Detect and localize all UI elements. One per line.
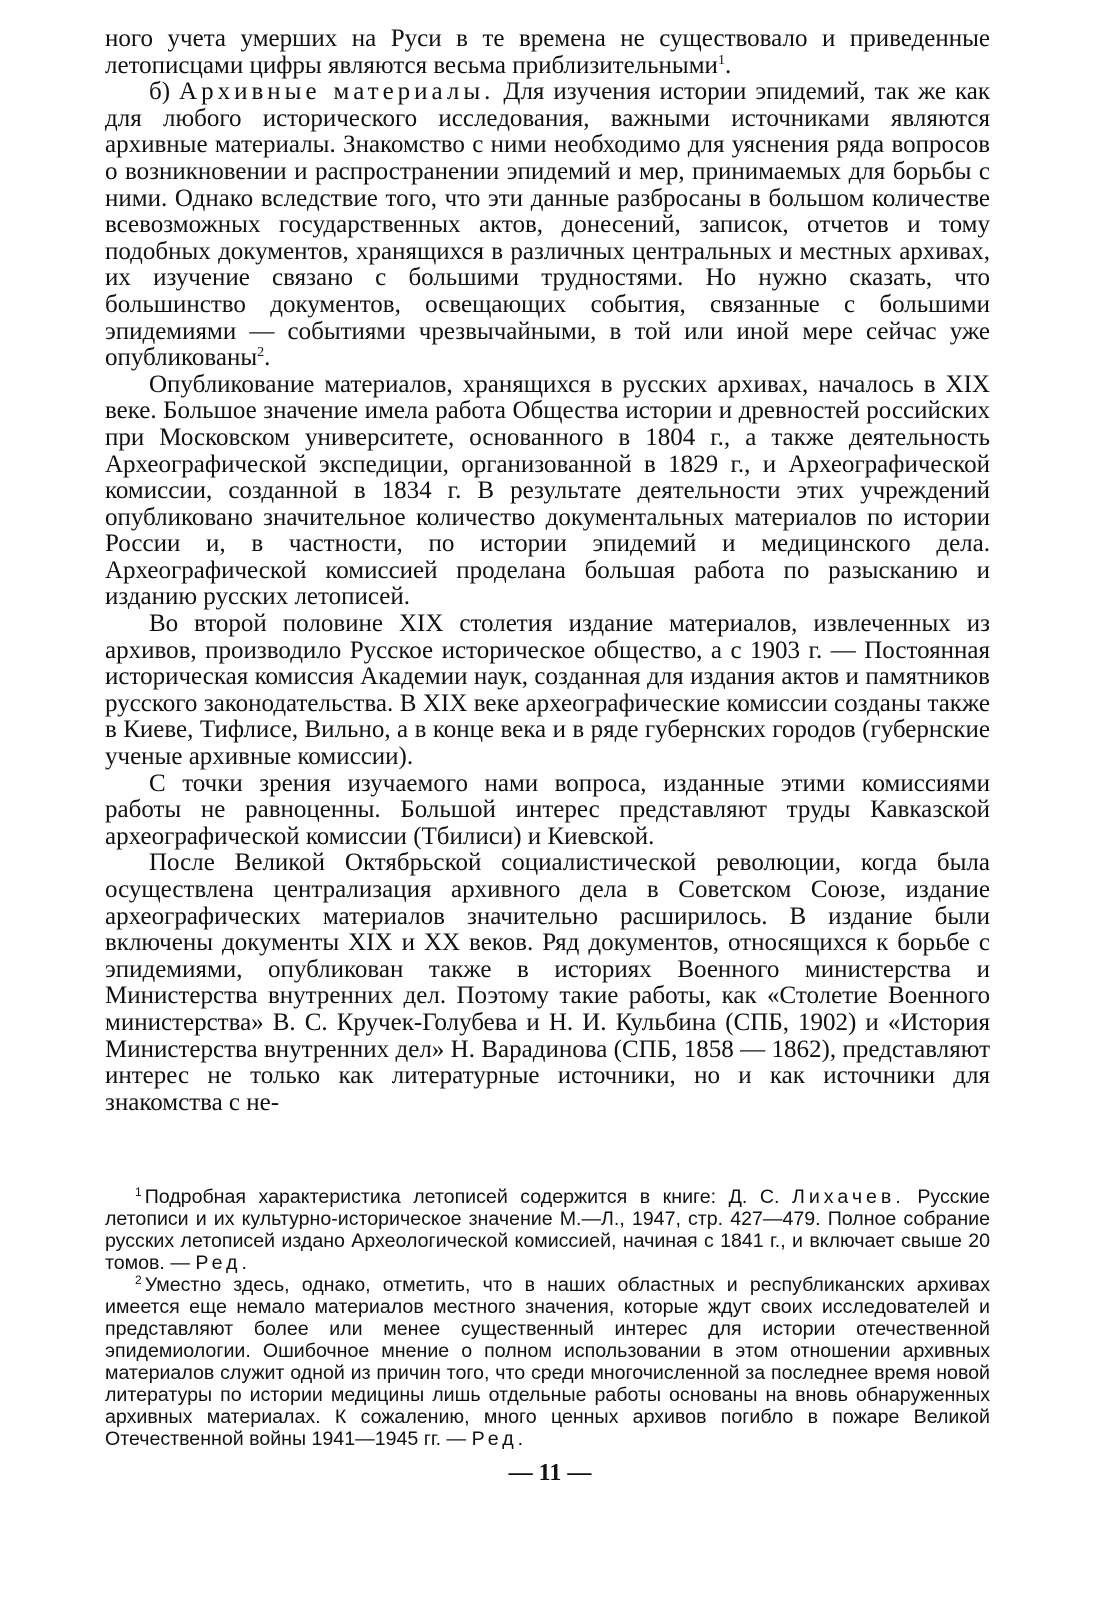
paragraph: Опубликование материалов, хранящихся в русских архивах, началось в XIX веке. Большое значение имела работа Общества истории и древностей российских при Московском университете, основанного в 1804 г., а также деятельность Археографической экспедиции, организованной в 1829 г., и Археографической комиссии, созданной в 1834 г. В результате деятельности этих учреждений опубликовано значительное количество документальных материалов по истории России и, в частности, по истории эпидемий и медицинского дела. Археографической комиссией проделана большая работа по разысканию и изданию русских летописей. (105, 370, 990, 611)
paragraph-archival-materials: б) Архивные материалы. Для изучения истории эпидемий, так же как для любого исторического исследования, важными источниками являются архивные материалы. Знакомство с ними необходимо для уяснения ряда вопросов о возникновении и распространении эпидемий и мер, принимаемых для борьбы с ними. Однако вследствие того, что эти данные разбросаны в большом количестве всевозможных государственных актов, донесений, записок, отчетов и тому подобных документов, хранящихся в различных центральных и местных архивах, их изучение связано с большими трудностями. Но нужно сказать, что большинство документов, освещающих события, связанные с большими эпидемиями — событиями чрезвычайными, в той или иной мере сейчас уже опубликованы$^2$. (105, 78, 991, 372)
paragraph: Во второй половине XIX столетия издание материалов, извлеченных из архивов, производило Русское историческое общество, а с 1903 г. — Постоянная историческая комиссия Академии наук, созданная для издания актов и памятников русского законодательства. В XIX веке археографические комиссии созданы также в Киеве, Тифлисе, Вильно, а в конце века и в ряде губернских городов (губернские ученые архивные комиссии). (105, 610, 990, 771)
footnote-1: $^1$ Подробная характеристика летописей содержится в книге: Д. С. Лихачев. Русские летописи и их культурно-историческое значение М.—Л., 1947, стр. 427—479. Полное собрание русских летописей издано Археологической комиссией, начиная с 1841 г., и включает свыше 20 томов. — Ред. (105, 1185, 990, 1274)
footnote-editor: Ред. (471, 1428, 528, 1450)
footnote-ref-2: 2 (257, 345, 265, 361)
footnote-2: $^2$ Уместно здесь, однако, отметить, что в наших областных и республиканских архивах имеется еще немало материалов местного значения, которые ждут своих исследователей и представляют более или менее существенный интерес для истории отечественной эпидемиологии. Ошибочное мнение о полном использовании в этом отношении архивных материалов служит одной из причин того, что среди многочисленной за последнее время новой литературы по истории медицины лишь отдельные работы основаны на вновь обнаруженных архивных материалах. К сожалению, много ценных архивов погибло в пожаре Великой Отечественной войны 1941—1945 гг. — Ред. (105, 1273, 990, 1450)
paragraph: С точки зрения изучаемого нами вопроса, изданные этими комиссиями работы не равноценны. Большой интерес представляют труды Кавказской археографической комиссии (Тбилиси) и Киевской. (105, 769, 990, 850)
page-body (105, 26, 990, 1116)
footnotes (105, 1186, 990, 1450)
footnote-editor: Ред. (195, 1252, 251, 1274)
section-marker: б) (149, 78, 171, 106)
footnote-mark: 2 (135, 1273, 142, 1287)
footnote-author: Лихачев. (791, 1186, 905, 1208)
main-text (105, 26, 990, 1116)
paragraph-continuation: ного учета умерших на Руси в те времена не существовало и приведенные летописцами цифры являются весьма приблизительными$^1$. (105, 25, 990, 79)
footnote-ref-1: 1 (717, 52, 725, 68)
section-heading: Архивные материалы. (179, 78, 495, 106)
footnote-mark: 1 (135, 1185, 142, 1199)
page-number: — 11 — (508, 1460, 592, 1486)
paragraph: После Великой Октябрьской социалистической революции, когда была осуществлена централизация архивного дела в Советском Союзе, издание археографических материалов значительно расширилось. В издание были включены документы XIX и XX веков. Ряд документов, относящихся к борьбе с эпидемиями, опубликован также в историях Военного министерства и Министерства внутренних дел. Поэтому такие работы, как «Столетие Военного министерства» В. С. Кручек-Голубева и Н. И. Кульбина (СПБ, 1902) и «История Министерства внутренних дел» Н. Варадинова (СПБ, 1858 — 1862), представляют интерес не только как литературные источники, но и как источники для знакомства с не- (105, 849, 990, 1116)
